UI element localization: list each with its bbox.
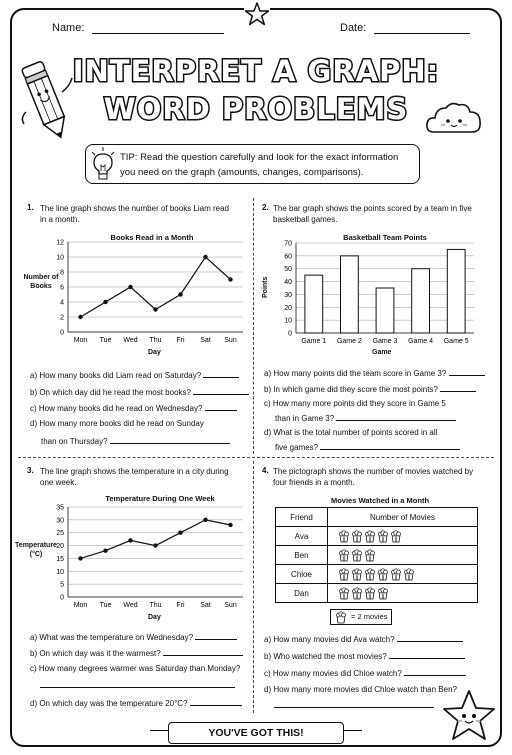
star-mascot-icon <box>440 688 498 746</box>
x-tick-label: Sun <box>224 337 237 344</box>
section-divider <box>253 461 254 713</box>
question-number: 1. <box>27 203 34 212</box>
answer-line[interactable] <box>274 700 434 711</box>
popcorn-icon <box>338 530 350 543</box>
table-row <box>276 527 478 546</box>
date-label: Date: <box>340 22 367 34</box>
y-tick-label: 6 <box>60 284 64 292</box>
question-item: b) On which day did he read the most books? <box>30 387 249 398</box>
y-tick-label: 20 <box>56 543 64 551</box>
question-item: c) How many movies did Chloe watch? <box>264 668 466 679</box>
date-field[interactable] <box>340 22 470 34</box>
x-axis-label: Game <box>372 349 392 356</box>
section-divider <box>18 457 494 458</box>
data-point <box>178 292 182 296</box>
books-line-chart <box>56 236 245 346</box>
question-item: a) How many points did the team score in Game 3? <box>264 368 485 379</box>
question-item: than on Thursday? <box>41 436 230 447</box>
table-row <box>276 546 478 565</box>
table-row <box>276 584 478 603</box>
question-item: than in Game 3? <box>275 413 456 424</box>
y-axis-label: Temperature (°C) <box>15 542 57 558</box>
data-point <box>128 538 132 542</box>
popcorn-icon <box>364 530 376 543</box>
popcorn-icon <box>377 568 389 581</box>
y-tick-label: 35 <box>56 504 64 512</box>
data-point <box>178 531 182 535</box>
question-item: a) What was the temperature on Wednesday? <box>30 632 237 643</box>
data-point <box>78 556 82 560</box>
question-number: 4. <box>262 466 269 475</box>
y-tick-label: 0 <box>60 594 64 602</box>
question-item: c) How many books did he read on Wednesday? <box>30 403 237 414</box>
data-point <box>78 315 82 319</box>
y-tick-label: 60 <box>284 253 292 261</box>
x-tick-label: Wed <box>123 337 138 344</box>
y-tick-label: 25 <box>56 530 64 538</box>
column-header: Number of Movies <box>328 508 478 527</box>
x-tick-label: Game 2 <box>336 338 362 345</box>
data-point <box>203 518 207 522</box>
x-tick-label: Game 4 <box>408 338 434 345</box>
data-point <box>103 300 107 304</box>
question-item: d) What is the total number of points scored in all <box>264 428 438 437</box>
popcorn-icons <box>328 546 478 565</box>
y-tick-label: 30 <box>284 291 292 299</box>
bar <box>447 249 465 333</box>
chart-title: Basketball Team Points <box>343 233 427 242</box>
popcorn-icons <box>328 527 478 546</box>
y-tick-label: 5 <box>60 581 64 589</box>
tip-box <box>85 144 420 184</box>
y-tick-label: 12 <box>56 239 64 247</box>
popcorn-icon <box>338 587 350 600</box>
popcorn-icon <box>390 530 402 543</box>
friend-name: Ben <box>276 546 328 565</box>
y-axis-label: Number of Books <box>23 274 59 290</box>
question-item: b) Who watched the most movies? <box>264 651 465 662</box>
bar <box>412 269 430 333</box>
column-header: Friend <box>276 508 328 527</box>
question-item: d) How many more movies did Chloe watch than Ben? <box>264 685 457 694</box>
popcorn-icon <box>377 530 389 543</box>
x-axis-label: Day <box>148 349 161 356</box>
popcorn-icon <box>338 549 350 562</box>
question-item: c) How many degrees warmer was Saturday than Monday? <box>30 664 241 673</box>
x-tick-label: Tue <box>99 602 112 609</box>
bar <box>376 288 394 333</box>
y-tick-label: 0 <box>288 330 292 338</box>
y-tick-label: 15 <box>56 555 64 563</box>
question-item: b) On which day was it the warmest? <box>30 648 243 659</box>
y-tick-label: 10 <box>284 317 292 325</box>
question-item: a) How many movies did Ava watch? <box>264 634 463 645</box>
x-tick-label: Tue <box>99 337 112 344</box>
x-tick-label: Game 1 <box>301 338 327 345</box>
y-tick-label: 2 <box>60 314 64 322</box>
popcorn-icon <box>403 568 415 581</box>
x-tick-label: Sat <box>200 337 211 344</box>
x-tick-label: Game 5 <box>443 338 469 345</box>
popcorn-icon <box>377 587 389 600</box>
tip-text: Read the question carefully and look for the exact information you need on the graph (amounts, changes, comparisons). <box>120 152 399 178</box>
popcorn-icon <box>351 549 363 562</box>
data-point <box>203 255 207 259</box>
popcorn-icon <box>364 587 376 600</box>
pictograph <box>275 507 478 603</box>
x-tick-label: Wed <box>123 602 138 609</box>
question-item: d) How many more books did he read on Sunday <box>30 419 204 428</box>
chart-title: Movies Watched in a Month <box>330 496 430 505</box>
friend-name: Chloe <box>276 565 328 584</box>
name-field[interactable] <box>52 22 224 34</box>
data-line <box>81 520 231 559</box>
page-title-line2: WORD PROBLEMS <box>103 92 409 126</box>
popcorn-icon <box>351 530 363 543</box>
popcorn-icon <box>390 568 402 581</box>
pictograph-key <box>330 609 392 625</box>
question-item: a) How many books did Liam read on Saturday? <box>30 370 239 381</box>
name-label: Name: <box>52 22 85 34</box>
question-intro: The bar graph shows the points scored by a team in five basketball games. <box>273 204 472 224</box>
popcorn-icons <box>328 584 478 603</box>
y-tick-label: 4 <box>60 299 64 307</box>
data-point <box>228 277 232 281</box>
question-intro: The line graph shows the temperature in a city during one week. <box>40 467 229 487</box>
question-item: c) How many more points did they score in Game 5 <box>264 399 446 408</box>
y-tick-label: 10 <box>56 568 64 576</box>
y-tick-label: 70 <box>284 240 292 248</box>
chart-title: Temperature During One Week <box>105 494 215 503</box>
y-tick-label: 40 <box>284 279 292 287</box>
question-intro: The line graph shows the number of books Liam read in a month. <box>40 204 229 224</box>
friend-name: Ava <box>276 527 328 546</box>
x-tick-label: Mon <box>73 602 88 609</box>
y-tick-label: 8 <box>60 269 64 277</box>
x-tick-label: Sat <box>200 602 211 609</box>
x-tick-label: Fri <box>176 602 185 609</box>
x-axis-label: Day <box>148 614 161 621</box>
bar <box>341 256 359 333</box>
temperature-line-chart <box>56 500 245 610</box>
star-icon <box>244 1 270 27</box>
popcorn-icon <box>338 568 350 581</box>
encouragement-banner: YOU'VE GOT THIS! <box>168 722 344 744</box>
data-point <box>153 543 157 547</box>
question-item: five games? <box>275 442 460 453</box>
y-tick-label: 50 <box>284 266 292 274</box>
popcorn-icon <box>335 611 347 624</box>
x-tick-label: Sun <box>224 602 237 609</box>
question-item: d) On which day was the temperature 20°C? <box>30 698 242 709</box>
question-intro: The pictograph shows the number of movies watched by four friends in a month. <box>273 467 474 487</box>
y-tick-label: 10 <box>56 254 64 262</box>
bar <box>305 275 323 333</box>
x-tick-label: Thu <box>149 337 162 344</box>
popcorn-icon <box>364 549 376 562</box>
popcorn-icons <box>328 565 478 584</box>
table-row <box>276 565 478 584</box>
data-point <box>153 307 157 311</box>
question-number: 3. <box>27 466 34 475</box>
data-point <box>228 523 232 527</box>
points-bar-chart <box>278 237 478 347</box>
y-tick-label: 0 <box>60 329 64 337</box>
x-tick-label: Mon <box>73 337 88 344</box>
x-tick-label: Fri <box>176 337 185 344</box>
popcorn-icon <box>364 568 376 581</box>
page-title-line1: INTERPRET A GRAPH: <box>72 54 440 88</box>
popcorn-icon <box>351 568 363 581</box>
tip-label: TIP: <box>120 152 138 163</box>
data-point <box>103 549 107 553</box>
y-axis-label: Points <box>262 276 269 298</box>
answer-line[interactable] <box>40 680 235 691</box>
section-divider <box>253 198 254 454</box>
x-tick-label: Game 3 <box>372 338 398 345</box>
key-text: = 2 movies <box>351 612 388 621</box>
chart-title: Books Read in a Month <box>110 233 194 242</box>
question-item: b) In which game did they score the most points? <box>264 384 476 395</box>
x-tick-label: Thu <box>149 602 162 609</box>
popcorn-icon <box>351 587 363 600</box>
data-point <box>128 285 132 289</box>
y-tick-label: 30 <box>56 517 64 525</box>
friend-name: Dan <box>276 584 328 603</box>
y-tick-label: 20 <box>284 304 292 312</box>
question-number: 2. <box>262 203 269 212</box>
